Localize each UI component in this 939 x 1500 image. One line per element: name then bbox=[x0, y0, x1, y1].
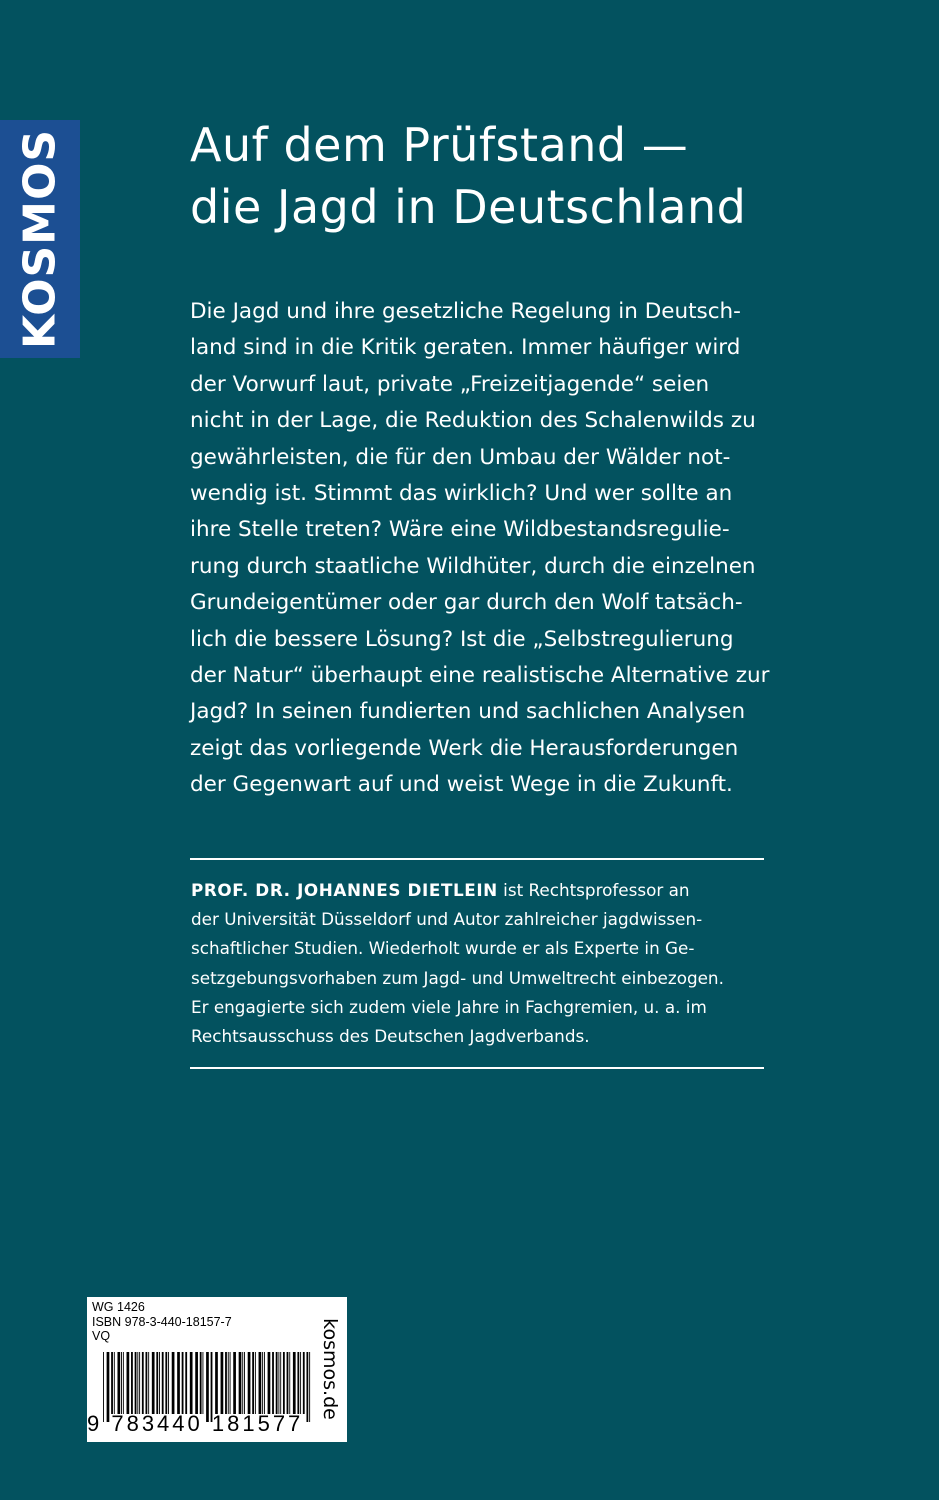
barcode-bar bbox=[182, 1352, 184, 1414]
barcode-bar bbox=[123, 1352, 124, 1414]
barcode-label bbox=[87, 1297, 347, 1442]
warengruppe: WG 1426 bbox=[92, 1300, 145, 1314]
barcode-bar bbox=[190, 1352, 193, 1414]
divider-top bbox=[190, 858, 764, 860]
barcode-bar bbox=[228, 1352, 229, 1414]
barcode-bar bbox=[233, 1352, 236, 1414]
description-line: zeigt das vorliegende Werk die Herausforderungen bbox=[190, 735, 739, 761]
barcode-bar bbox=[148, 1352, 149, 1414]
description-line: lich die bessere Lösung? Ist die „Selbstregulierung bbox=[190, 626, 734, 652]
barcode-bar bbox=[165, 1352, 167, 1414]
barcode-bar bbox=[142, 1352, 144, 1414]
author-name: PROF. DR. JOHANNES DIETLEIN bbox=[191, 880, 498, 900]
barcode-bar bbox=[280, 1352, 281, 1414]
barcode-bar bbox=[278, 1352, 279, 1414]
description-line: ihre Stelle treten? Wäre eine Wildbestandsregulie- bbox=[190, 517, 730, 543]
barcode-bar bbox=[131, 1352, 133, 1414]
barcode-bar bbox=[268, 1352, 271, 1414]
barcode-bar bbox=[152, 1352, 155, 1414]
barcode-bar bbox=[137, 1352, 138, 1414]
description-line: Jagd? In seinen fundierten und sachlichen Analysen bbox=[190, 699, 746, 725]
author-bio-text: ist Rechtsprofessor an bbox=[497, 880, 690, 900]
barcode-bar bbox=[276, 1352, 278, 1414]
barcode-bar bbox=[177, 1352, 180, 1414]
book-description bbox=[190, 294, 920, 804]
barcode-bar bbox=[262, 1352, 263, 1414]
website-box bbox=[312, 1297, 347, 1442]
barcode-bar bbox=[121, 1352, 122, 1414]
barcode-bar bbox=[272, 1352, 274, 1414]
barcode-bar bbox=[156, 1352, 158, 1414]
description-line: der Vorwurf laut, private „Freizeitjagende“ seien bbox=[190, 371, 710, 397]
barcode-bar bbox=[117, 1352, 120, 1414]
website-url[interactable]: kosmos.de bbox=[319, 1318, 341, 1420]
author-bio-line: setzgebungsvorhaben zum Jagd- und Umweltrecht einbezogen. bbox=[191, 967, 724, 988]
description-line: gewährleisten, die für den Umbau der Wälder not- bbox=[190, 444, 731, 470]
barcode-bar bbox=[242, 1352, 243, 1414]
barcode-bar bbox=[264, 1352, 265, 1414]
barcode-bar bbox=[162, 1352, 164, 1414]
barcode-bar bbox=[127, 1352, 130, 1414]
barcode-digits: 9 783440 181577 bbox=[87, 1411, 304, 1436]
description-line: nicht in der Lage, die Reduktion des Schalenwilds zu bbox=[190, 408, 756, 434]
description-line: Die Jagd und ihre gesetzliche Regelung in Deutsch- bbox=[190, 299, 741, 324]
author-bio-line: Rechtsausschuss des Deutschen Jagdverbands. bbox=[191, 1026, 590, 1047]
barcode-bar bbox=[195, 1352, 198, 1414]
barcode-bar bbox=[114, 1352, 115, 1414]
barcode-info bbox=[92, 1300, 232, 1344]
barcode-bar bbox=[168, 1352, 169, 1414]
barcode-bar bbox=[225, 1352, 227, 1414]
author-bio-line: der Universität Düsseldorf und Autor zahlreicher jagdwissen- bbox=[191, 909, 703, 930]
barcode-bar bbox=[259, 1352, 262, 1414]
barcode-bar bbox=[297, 1352, 299, 1414]
title-line: die Jagd in Deutschland bbox=[190, 180, 747, 234]
barcode-bar bbox=[221, 1352, 224, 1414]
barcode-bar bbox=[135, 1352, 137, 1414]
author-bio bbox=[191, 876, 831, 1051]
barcode-bar bbox=[248, 1352, 251, 1414]
barcode-bar bbox=[300, 1352, 301, 1414]
barcode-bar bbox=[139, 1352, 140, 1414]
title-line: Auf dem Prüfstand — bbox=[190, 118, 689, 172]
description-line: wendig ist. Stimmt das wirklich? Und wer sollte an bbox=[190, 481, 733, 507]
author-bio-first-line bbox=[191, 876, 831, 905]
description-line: der Gegenwart auf und weist Wege in die Zukunft. bbox=[190, 772, 733, 798]
barcode-bar bbox=[283, 1352, 285, 1414]
kosmos-logo-tab bbox=[0, 120, 80, 358]
barcode-bar bbox=[239, 1352, 242, 1414]
barcode-bar bbox=[172, 1352, 175, 1414]
kosmos-logo-text: KOSMOS bbox=[14, 128, 66, 350]
barcode-bar bbox=[287, 1352, 289, 1414]
barcode-bar bbox=[289, 1352, 290, 1414]
isbn: ISBN 978-3-440-18157-7 bbox=[92, 1314, 232, 1329]
barcode-bar bbox=[293, 1352, 296, 1414]
barcode-bar bbox=[230, 1352, 231, 1414]
author-bio-line: Er engagierte sich zudem viele Jahre in Fachgremien, u. a. im bbox=[191, 996, 707, 1017]
barcode-bar bbox=[185, 1352, 187, 1414]
barcode-bar bbox=[255, 1352, 256, 1414]
vq-code: VQ bbox=[92, 1329, 111, 1343]
description-line: rung durch staatliche Wildhüter, durch die einzelnen bbox=[190, 553, 756, 579]
description-line: der Natur“ überhaupt eine realistische Alternative zur bbox=[190, 663, 770, 689]
barcode-bar bbox=[111, 1352, 113, 1414]
barcode-bar bbox=[200, 1352, 202, 1414]
barcode-bar bbox=[215, 1352, 218, 1414]
description-line: land sind in die Kritik geraten. Immer häufiger wird bbox=[190, 335, 741, 361]
barcode-bar bbox=[146, 1352, 148, 1414]
barcode-bar bbox=[244, 1352, 245, 1414]
description-line: Grundeigentümer oder gar durch den Wolf tatsäch- bbox=[190, 590, 743, 616]
barcode-bar bbox=[303, 1352, 305, 1414]
barcode-bar bbox=[159, 1352, 160, 1414]
barcode-bar bbox=[252, 1352, 254, 1414]
book-title bbox=[190, 114, 910, 238]
divider-bottom bbox=[190, 1067, 764, 1069]
author-bio-line: schaftlicher Studien. Wiederholt wurde er als Experte in Ge- bbox=[191, 938, 695, 959]
barcode-bar bbox=[202, 1352, 203, 1414]
